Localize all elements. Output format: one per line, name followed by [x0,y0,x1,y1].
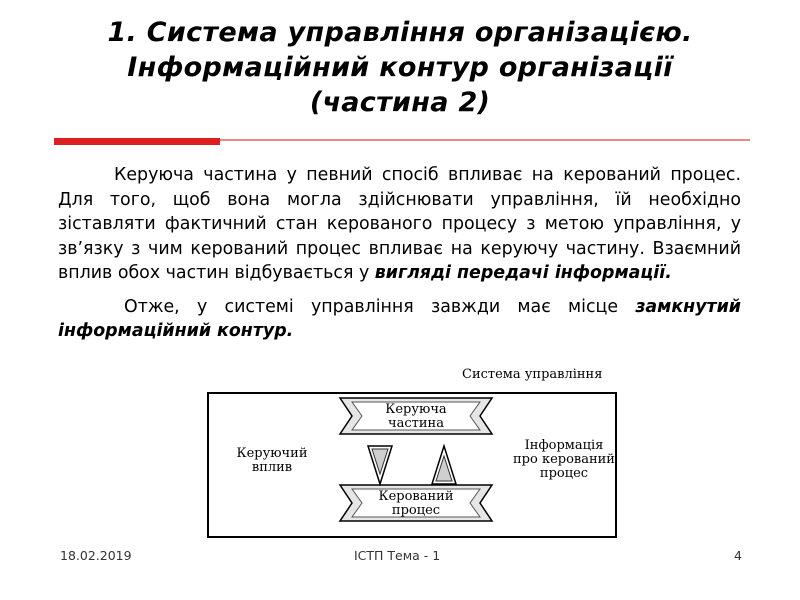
information-line-1: Інформація [524,438,604,453]
footer-date: 18.02.2019 [60,548,132,563]
control-part-line-1: Керуюча [385,402,447,417]
down-arrow-icon [368,446,392,484]
footer-page-number: 4 [734,548,742,563]
control-influence-line-2: вплив [251,460,293,475]
information-line-3: процес [539,466,589,481]
paragraph-2-text: Отже, у системі управління завжди має місце [124,296,636,317]
up-arrow-icon [432,446,456,484]
paragraph-2-emphasis-2: інформаційний контур. [58,321,294,341]
managed-process-label [366,490,466,518]
control-influence-label [222,447,322,475]
managed-process-line-1: Керований [378,489,454,504]
title-line-1: 1. Система управління організацією. [107,17,693,48]
title-line-2: Інформаційний контур організації [127,52,673,83]
managed-process-line-2: процес [391,503,441,518]
control-part-line-2: частина [388,416,444,431]
paragraph-1-text: Керуюча частина у певний спосіб впливає на керований процес. Для того, щоб вона могла здійснювати управління, їй необхідно зіставляти фактичний стан керованого процесу з метою управління, у зв’язку з чим керований процес впливає на керуючу частину. Взаємний вплив обох частин відбувається у [58,165,741,283]
control-part-label [366,403,466,431]
information-line-2: про керований [513,452,615,467]
control-influence-line-1: Керуючий [236,446,308,461]
diagram-system-label: Система управління [462,367,603,382]
paragraph-1-emphasis: вигляді передачі інформації. [374,263,672,283]
information-label [505,439,623,481]
paragraph-2-emphasis-1: замкнутий [635,296,741,317]
title-line-3: (частина 2) [309,87,491,118]
footer-course: ІСТП Тема - 1 [354,548,441,563]
